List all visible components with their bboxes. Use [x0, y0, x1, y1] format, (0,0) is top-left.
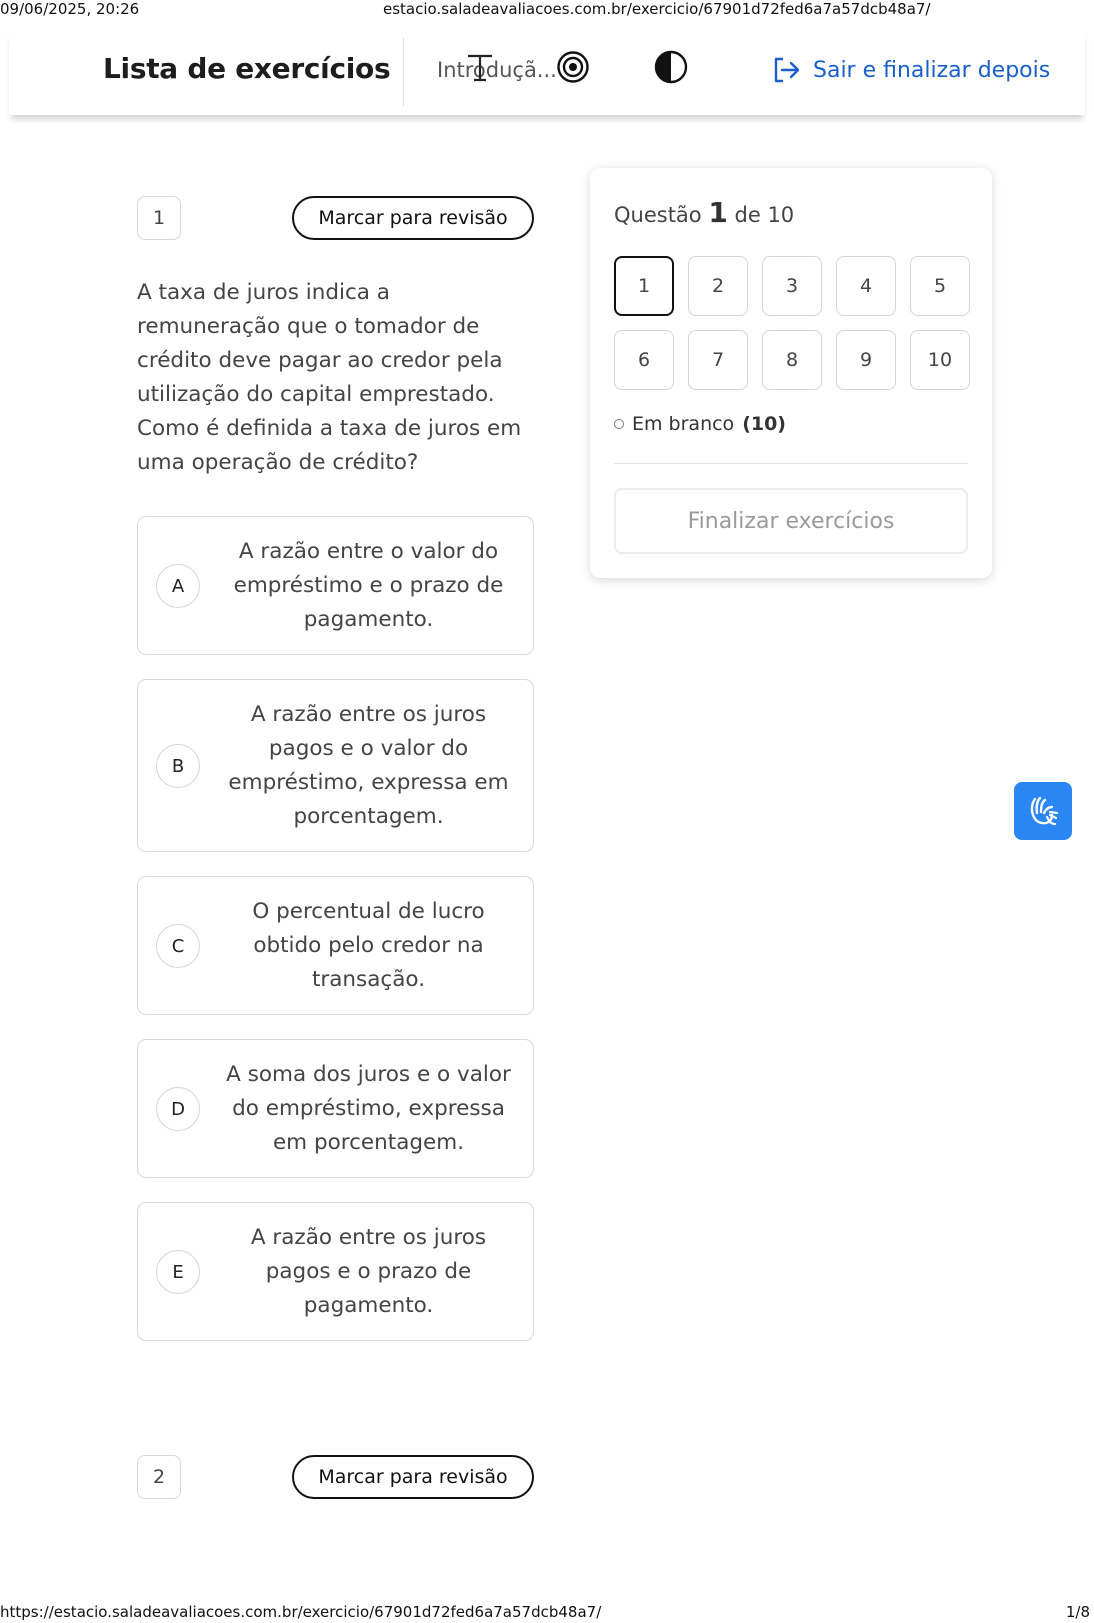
option-e[interactable] — [137, 1202, 534, 1341]
nav-question-8[interactable]: 8 — [762, 330, 822, 390]
print-header-url: estacio.saladeavaliacoes.com.br/exercicio/67901d72fed6a7a57dcb48a7/ — [383, 0, 931, 18]
nav-question-10[interactable]: 10 — [910, 330, 970, 390]
page-title: Lista de exercícios — [103, 52, 391, 85]
sign-language-button[interactable] — [1014, 782, 1072, 840]
panel-title-prefix: Questão — [614, 203, 702, 227]
finish-button[interactable]: Finalizar exercícios — [614, 488, 968, 554]
option-letter: D — [156, 1087, 200, 1131]
option-d[interactable] — [137, 1039, 534, 1178]
nav-question-3[interactable]: 3 — [762, 256, 822, 316]
nav-question-2[interactable]: 2 — [688, 256, 748, 316]
panel-title-suffix: de 10 — [734, 203, 795, 227]
question-stem: A taxa de juros indica a remuneração que o tomador de crédito deve pagar ao credor pela utilização do capital emprestado. Como é definida a taxa de juros em uma operação de crédito? — [137, 280, 522, 475]
nav-question-6[interactable]: 6 — [614, 330, 674, 390]
option-text: A razão entre os juros pagos e o valor do empréstimo, expressa em porcentagem. — [228, 701, 509, 829]
blank-legend — [614, 413, 786, 435]
text-size-icon[interactable] — [464, 52, 496, 82]
mark-review-button[interactable]: Marcar para revisão — [292, 1455, 534, 1499]
option-letter: B — [156, 744, 200, 788]
option-text: A razão entre os juros pagos e o prazo de pagamento. — [250, 1224, 487, 1318]
option-a[interactable] — [137, 516, 534, 655]
header-divider — [403, 38, 404, 106]
mark-review-button[interactable]: Marcar para revisão — [292, 196, 534, 240]
option-letter: C — [156, 924, 200, 968]
question-number: 1 — [137, 196, 181, 240]
option-text: O percentual de lucro obtido pelo credor na transação. — [252, 898, 485, 992]
legend-label: Em branco — [632, 413, 735, 435]
panel-divider — [614, 463, 968, 464]
logout-icon — [771, 55, 801, 85]
print-page-number: 1/8 — [1065, 1603, 1090, 1621]
question-nav-panel — [590, 168, 992, 578]
nav-question-4[interactable]: 4 — [836, 256, 896, 316]
option-text: A razão entre o valor do empréstimo e o prazo de pagamento. — [233, 538, 504, 632]
top-bar — [9, 30, 1085, 115]
option-b[interactable] — [137, 679, 534, 852]
print-datetime: 09/06/2025, 20:26 — [0, 0, 140, 18]
nav-question-7[interactable]: 7 — [688, 330, 748, 390]
nav-question-5[interactable]: 5 — [910, 256, 970, 316]
course-name: Introduçã... — [437, 58, 557, 82]
question-number: 2 — [137, 1455, 181, 1499]
option-letter: A — [156, 564, 200, 608]
print-header — [0, 0, 1094, 18]
legend-count: (10) — [742, 413, 786, 435]
option-letter: E — [156, 1250, 200, 1294]
blank-dot-icon — [614, 419, 624, 429]
nav-question-1[interactable]: 1 — [614, 256, 674, 316]
target-icon[interactable] — [556, 50, 590, 84]
print-footer-url: https://estacio.saladeavaliacoes.com.br/exercicio/67901d72fed6a7a57dcb48a7/ — [0, 1603, 602, 1621]
option-text: A soma dos juros e o valor do empréstimo, expressa em porcentagem. — [226, 1061, 511, 1155]
exit-label: Sair e finalizar depois — [813, 57, 1051, 83]
current-question: 1 — [708, 196, 728, 229]
option-c[interactable] — [137, 876, 534, 1015]
panel-title — [614, 196, 794, 229]
print-footer — [0, 1603, 1094, 1621]
nav-question-9[interactable]: 9 — [836, 330, 896, 390]
exit-link[interactable] — [771, 50, 1050, 90]
contrast-icon[interactable] — [654, 50, 688, 84]
sign-language-icon — [1025, 793, 1061, 829]
